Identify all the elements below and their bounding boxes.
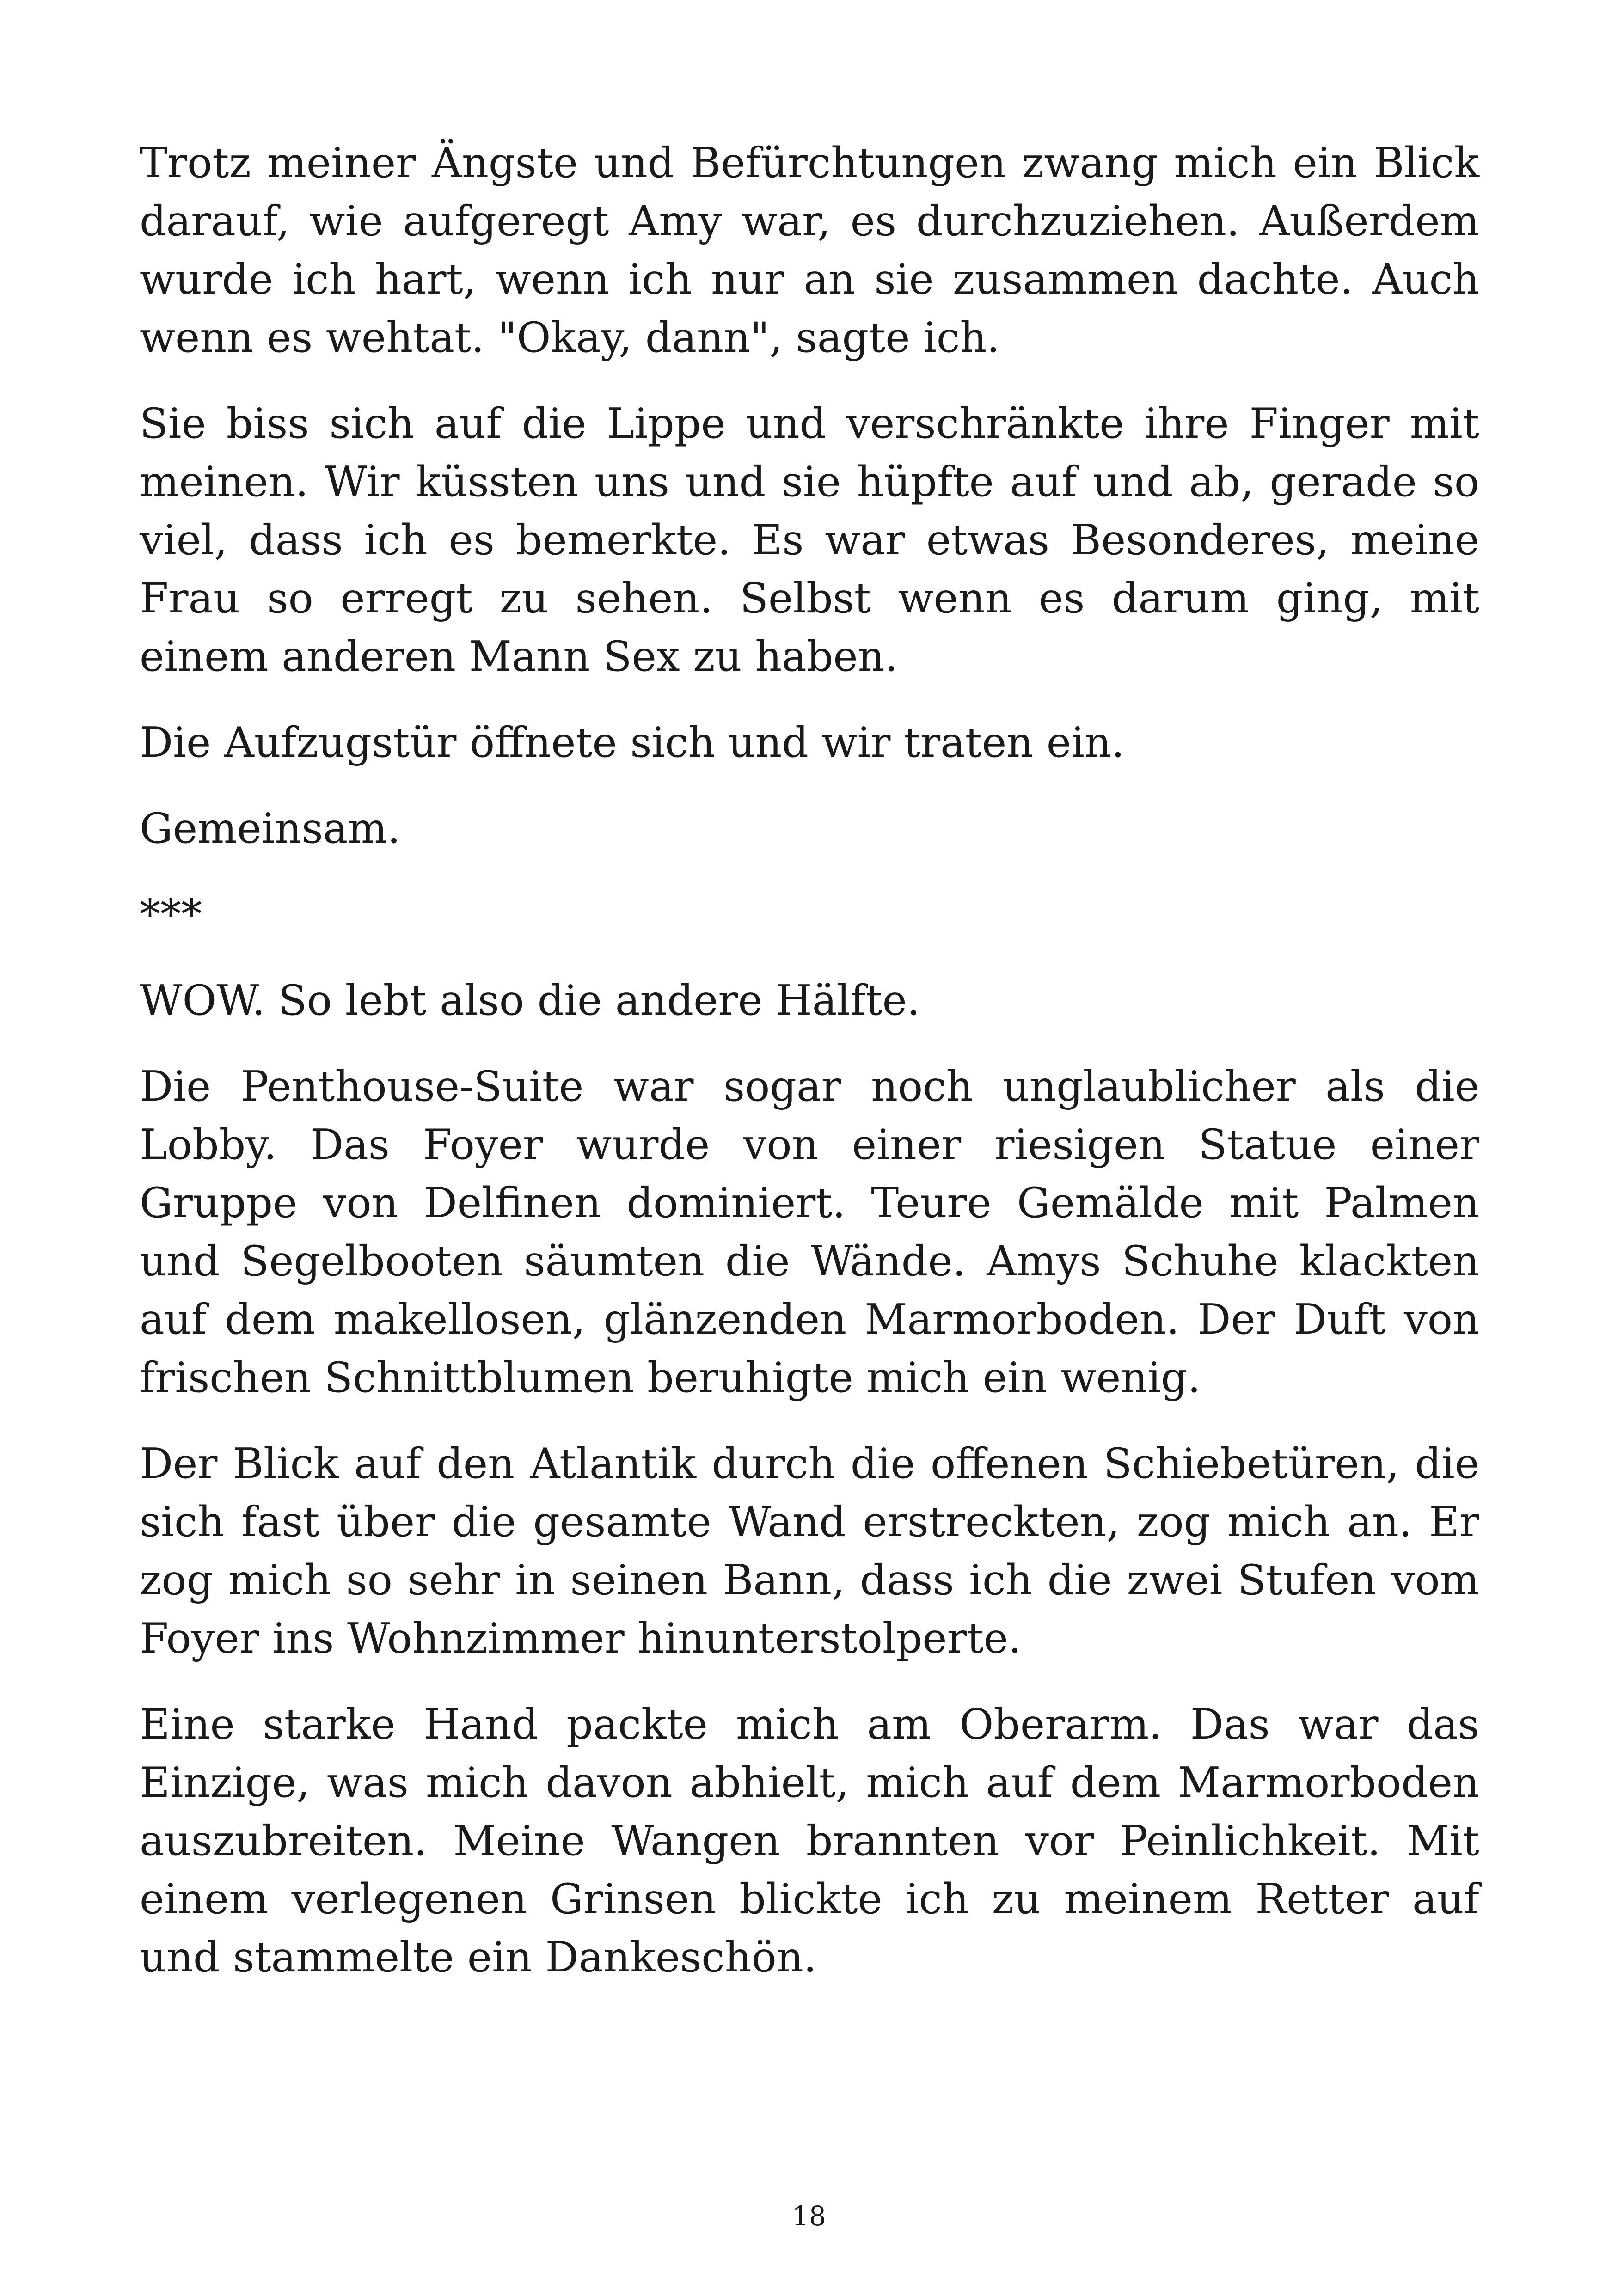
paragraph-8: Eine starke Hand packte mich am Oberarm. Das war das Einzige, was mich davon abhielt, mich auf dem Marmorboden auszubreiten. Meine Wangen brannten vor Peinlichkeit. Mit einem verlegenen Grinsen blickte ich zu meinem Retter auf und stammelte ein Dankeschön. — [140, 1700, 1479, 1982]
paragraph-5: WOW. So lebt also die andere Hälfte. — [140, 976, 920, 1025]
paragraph-6: Die Penthouse-Suite war sogar noch unglaublicher als die Lobby. Das Foyer wurde von einer riesigen Statue einer Gruppe von Delfinen dominiert. Teure Gemälde mit Palmen und Segelbooten säumten die Wände. Amys Schuhe klackten auf dem makellosen, glänzenden Marmorboden. Der Duft von frischen Schnittblumen beruhigte mich ein wenig. — [140, 1062, 1479, 1402]
page-number: 18 — [792, 2200, 826, 2232]
paragraph-2: Sie biss sich auf die Lippe und verschränkte ihre Finger mit meinen. Wir küssten uns und sie hüpfte auf und ab, gerade so viel, dass ich es bemerkte. Es war etwas Besonderes, meine Frau so erregt zu sehen. Selbst wenn es darum ging, mit einem anderen Mann Sex zu haben. — [140, 399, 1479, 681]
paragraph-7: Der Blick auf den Atlantik durch die offenen Schiebetüren, die sich fast über die gesamte Wand erstreckten, zog mich an. Er zog mich so sehr in seinen Bann, dass ich die zwei Stufen vom Foyer ins Wohnzimmer hinunterstolperte. — [140, 1439, 1479, 1663]
body-text — [140, 134, 1479, 2014]
paragraph-3: Die Aufzugstür öffnete sich und wir traten ein. — [140, 718, 1125, 767]
paragraph-1: Trotz meiner Ängste und Befürchtungen zwang mich ein Blick darauf, wie aufgeregt Amy war, es durchzuziehen. Außerdem wurde ich hart, wenn ich nur an sie zusammen dachte. Auch wenn es wehtat. "Okay, dann", sagte ich. — [140, 139, 1479, 362]
scene-break: *** — [140, 890, 202, 939]
paragraph-4: Gemeinsam. — [140, 804, 401, 853]
